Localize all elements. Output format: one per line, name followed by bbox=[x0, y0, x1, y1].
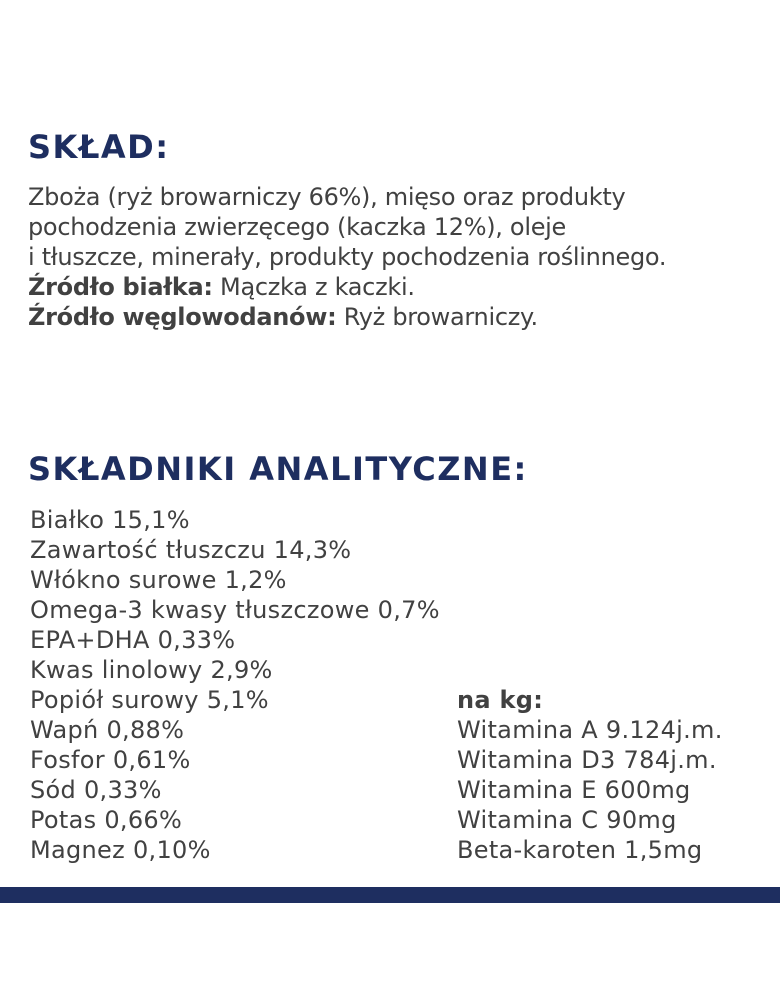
constituent-item: Kwas linolowy 2,9% bbox=[30, 656, 273, 684]
composition-line: pochodzenia zwierzęcego (kaczka 12%), oleje bbox=[28, 213, 566, 241]
constituent-item: Wapń 0,88% bbox=[30, 716, 185, 744]
constituent-item: Białko 15,1% bbox=[30, 506, 190, 534]
analytical-heading: SKŁADNIKI ANALITYCZNE: bbox=[28, 450, 528, 488]
vitamin-item: Witamina A 9.124j.m. bbox=[457, 716, 723, 744]
composition-text bbox=[28, 182, 780, 332]
protein-source-value: Mączka z kaczki. bbox=[212, 273, 415, 301]
protein-source-label: Źródło białka: bbox=[28, 273, 213, 301]
bottom-divider-bar bbox=[0, 887, 780, 903]
protein-source-line bbox=[28, 272, 780, 302]
per-kg-label: na kg: bbox=[457, 686, 544, 714]
constituent-item: Potas 0,66% bbox=[30, 806, 183, 834]
constituent-item: Zawartość tłuszczu 14,3% bbox=[30, 536, 352, 564]
constituent-item: Sód 0,33% bbox=[30, 776, 162, 804]
constituent-item: Omega-3 kwasy tłuszczowe 0,7% bbox=[30, 596, 440, 624]
constituent-item: Fosfor 0,61% bbox=[30, 746, 191, 774]
vitamin-item: Witamina E 600mg bbox=[457, 776, 691, 804]
carb-source-line bbox=[28, 302, 780, 332]
vitamin-item: Witamina D3 784j.m. bbox=[457, 746, 717, 774]
vitamin-item: Beta-karoten 1,5mg bbox=[457, 836, 703, 864]
composition-line: Zboża (ryż browarniczy 66%), mięso oraz produkty bbox=[28, 183, 626, 211]
vitamin-item: Witamina C 90mg bbox=[457, 806, 677, 834]
constituent-item: Magnez 0,10% bbox=[30, 836, 211, 864]
constituent-item: EPA+DHA 0,33% bbox=[30, 626, 236, 654]
constituent-item: Włókno surowe 1,2% bbox=[30, 566, 287, 594]
per-kg-list bbox=[457, 685, 723, 865]
composition-heading: SKŁAD: bbox=[28, 128, 170, 166]
analytical-constituents-list bbox=[30, 505, 440, 865]
composition-line: i tłuszcze, minerały, produkty pochodzenia roślinnego. bbox=[28, 243, 667, 271]
constituent-item: Popiół surowy 5,1% bbox=[30, 686, 269, 714]
carb-source-value: Ryż browarniczy. bbox=[336, 303, 538, 331]
carb-source-label: Źródło węglowodanów: bbox=[28, 303, 337, 331]
